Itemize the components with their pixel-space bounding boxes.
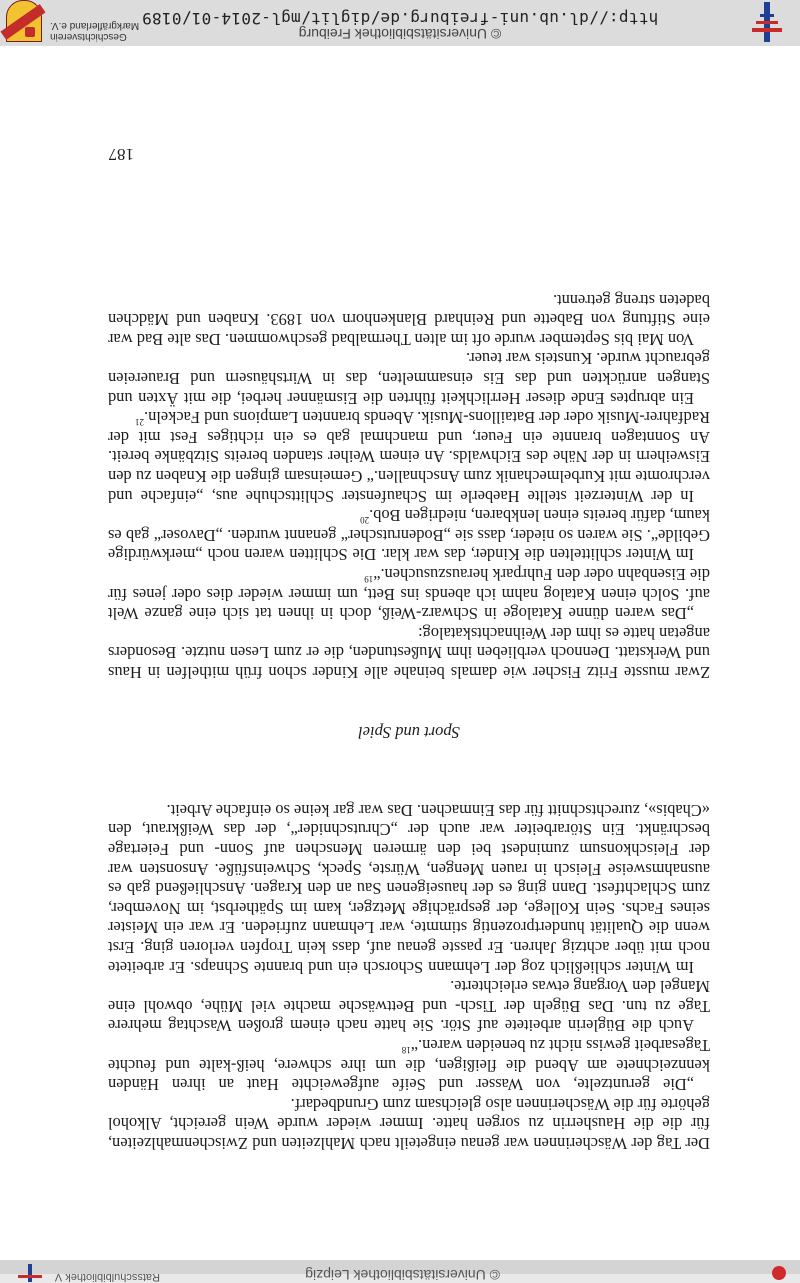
footnote-marker: 20 bbox=[360, 515, 370, 526]
footnote-marker: 21 bbox=[135, 417, 145, 428]
permalink-url[interactable]: http://dl.ub.uni-freiburg.de/diglit/mgl-2014-01/0189 bbox=[141, 9, 659, 28]
library-credit: © Universitätsbibliothek Leipzig bbox=[305, 1267, 500, 1283]
society-block bbox=[0, 0, 150, 44]
viewer-bottom-bar bbox=[0, 0, 800, 46]
paragraph: Auch die Büglerin arbeitete auf Stör. Sie hatte nach einem großen Waschtag mehrere Tage zu tun. Das Bügeln der Tisch- und Bettwäsche machte viel Mühe, obwohl eine Mangel den Vorgang etwas erleichterte. bbox=[108, 977, 710, 1036]
copyright-text: © Universitätsbibliothek Freiburg bbox=[298, 26, 502, 42]
paragraph: Ein abruptes Ende dieser Herrlichkeit führten die Eismänner herbei, die mit Äxten und Stangen anrückten und das Eis einsammelten, das in Wirtshäusern und Brauereien gebraucht wurde. Kunsteis war teuer. bbox=[108, 349, 710, 408]
society-name: Geschichtsverein bbox=[50, 31, 127, 42]
paragraph: „Das waren dünne Kataloge in Schwarz-Weiß, doch in ihnen tat sich eine ganze Welt auf. Solch einen Katalog nahm ich abends ins Bett, um immer wieder dies oder jenes für die Eisenbahn oder den Fuhrpark herauszusuchen.“$^{19}$ bbox=[108, 565, 710, 624]
body-text-bottom bbox=[108, 290, 710, 682]
body-text-top bbox=[108, 800, 710, 1153]
paragraph: In der Winterzeit stellte Haeberle im Schaufenster Schlittschuhe aus, „einfache und verchromte mit Kurbelmechanik zum Anschnallen.“ Gemeinsam gingen die Knaben zu den Eisweihern in der Nähe des Eichwalds. An einem Weiher standen bereits Sitzbänke bereit. An Sonntagen brannte ein Feuer, und manchmal gab es ein richtiges Fest mit der Radfahrer-Musik oder der Bataillons-Musik. Abends brannten Lampions und Fackeln.$^{21}$ bbox=[108, 408, 710, 506]
paragraph: Der Tag der Wäscherinnen war genau eingeteilt nach Mahlzeiten und Zwischenmahlzeiten, für die die Hausherrin zu sorgen hatte. Immer wieder wurde Wein gereicht, Alkohol gehörte für die Wäscherinnen also gleichsam zum Grundbedarf. bbox=[108, 1094, 710, 1153]
paragraph: Im Winter schließlich zog der Lehmann Schorsch ein und brannte Schnaps. Er arbeitete noch mit über achtzig Jahren. Er passte genau auf, dass kein Tropfen verloren ging. Erst wenn die Qualität hundertprozentig stimmte, war Lehmann zufrieden. Er war ein Meister seines Fachs. Sein Kollege, der gesprächige Metzger, kam im Spätherbst, im November, zum Schlachtfest. Dann ging es der hauseigenen Sau an den Kragen. Anschließend gab es ausnahmsweise Fleisch in rauen Mengen, Würste, Speck, Schweinsfüße. Ansonsten war der Fleischkonsum zumindest bei den ärmeren Menschen auf Sonn- und Feiertage beschränkt. Ein Störarbeiter war auch der „Chrutschnider“, der das Weißkraut, den «Chabis», zurechtschnitt für das Einmachen. Das war gar keine so einfache Arbeit. bbox=[108, 800, 710, 977]
viewer-top-bar bbox=[0, 1259, 800, 1283]
partner-credit: Ratsschulbibliothek V bbox=[54, 1271, 160, 1283]
footnote-marker: 18 bbox=[401, 1045, 411, 1056]
page-number: 187 bbox=[108, 145, 134, 164]
paragraph: Zwar musste Fritz Fischer wie damals beinahe alle Kinder schon früh mithelfen in Haus und Werkstatt. Dennoch verblieben ihm Mußestunden, die er zum Lesen nutzte. Besonders angetan hatte es ihm der Weihnachtskatalog: bbox=[108, 623, 710, 682]
society-region: Markgräflerland e.V. bbox=[50, 20, 140, 31]
document-page bbox=[0, 46, 800, 1260]
paragraph: Von Mai bis September wurde oft im alten Thermalbad geschwommen. Das alte Bad war eine Stiftung von Babette und Reinhard Blankenhorn von 1893. Knaben und Mädchen badeten streng getrennt. bbox=[108, 290, 710, 349]
section-heading: Sport und Spiel bbox=[358, 723, 460, 742]
paragraph: Im Winter schlittelten die Kinder, das war klar. Die Schlitten waren noch „merkwürdige Gebilde“. Sie waren so nieder, dass sie „Bodenrutscher“ genannt wurden. „Davoser“ gab es kaum, dafür bereits einen lenkbaren, niedrigen Bob.$^{20}$ bbox=[108, 506, 710, 565]
paragraph: „Die geruntzelte, von Wasser und Seife aufgeweichte Haut an ihren Händen kennzeichnete am Abend die fleißigen, die um ihre schwere, heiß-kalte und feuchte Tagesarbeit gewiss nicht zu beneiden waren.“$^{18}$ bbox=[108, 1036, 710, 1095]
partner-logo-icon bbox=[768, 1266, 790, 1280]
library-logo-icon bbox=[18, 1264, 42, 1282]
coat-of-arms-icon bbox=[6, 0, 42, 42]
footnote-marker: 19 bbox=[364, 574, 374, 585]
